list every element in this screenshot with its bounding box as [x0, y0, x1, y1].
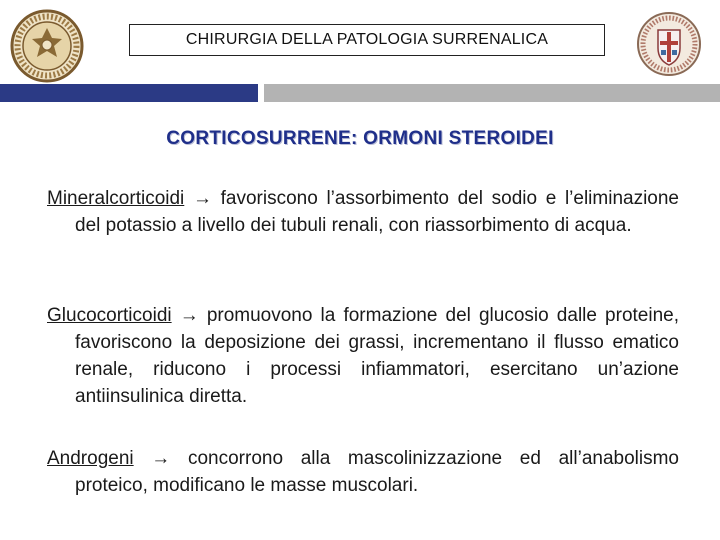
description-androgeni: → concorrono alla mascolinizzazione ed all’anabolismo proteico, modificano le masse muscolari.	[75, 448, 679, 496]
paragraph-mineralcorticoidi	[47, 185, 679, 239]
paragraph-glucocorticoidi	[47, 302, 679, 410]
description-mineralcorticoidi: → favoriscono l’assorbimento del sodio e l’eliminazione del potassio a livello dei tubuli renali, con riassorbimento di acqua.	[75, 188, 679, 236]
term-glucocorticoidi: Glucocorticoidi	[47, 305, 172, 326]
description-glucocorticoidi: → promuovono la formazione del glucosio dalle proteine, favoriscono la deposizione dei grassi, incrementano il flusso ematico renale, riducono i processi infiammatori, esercitano un’azione antiinsulinica diretta.	[75, 305, 679, 407]
accent-bar-gray	[264, 84, 720, 102]
slide-title: CORTICOSURRENE: ORMONI STEROIDEI	[166, 128, 554, 149]
term-androgeni: Androgeni	[47, 448, 134, 469]
course-title-box	[129, 24, 605, 56]
paragraph-androgeni	[47, 445, 679, 499]
term-mineralcorticoidi: Mineralcorticoidi	[47, 188, 185, 209]
university-seal-icon	[6, 8, 88, 84]
university-crest-icon	[636, 8, 702, 80]
course-title: CHIRURGIA DELLA PATOLOGIA SURRENALICA	[185, 31, 549, 48]
accent-bar-blue	[0, 84, 258, 102]
